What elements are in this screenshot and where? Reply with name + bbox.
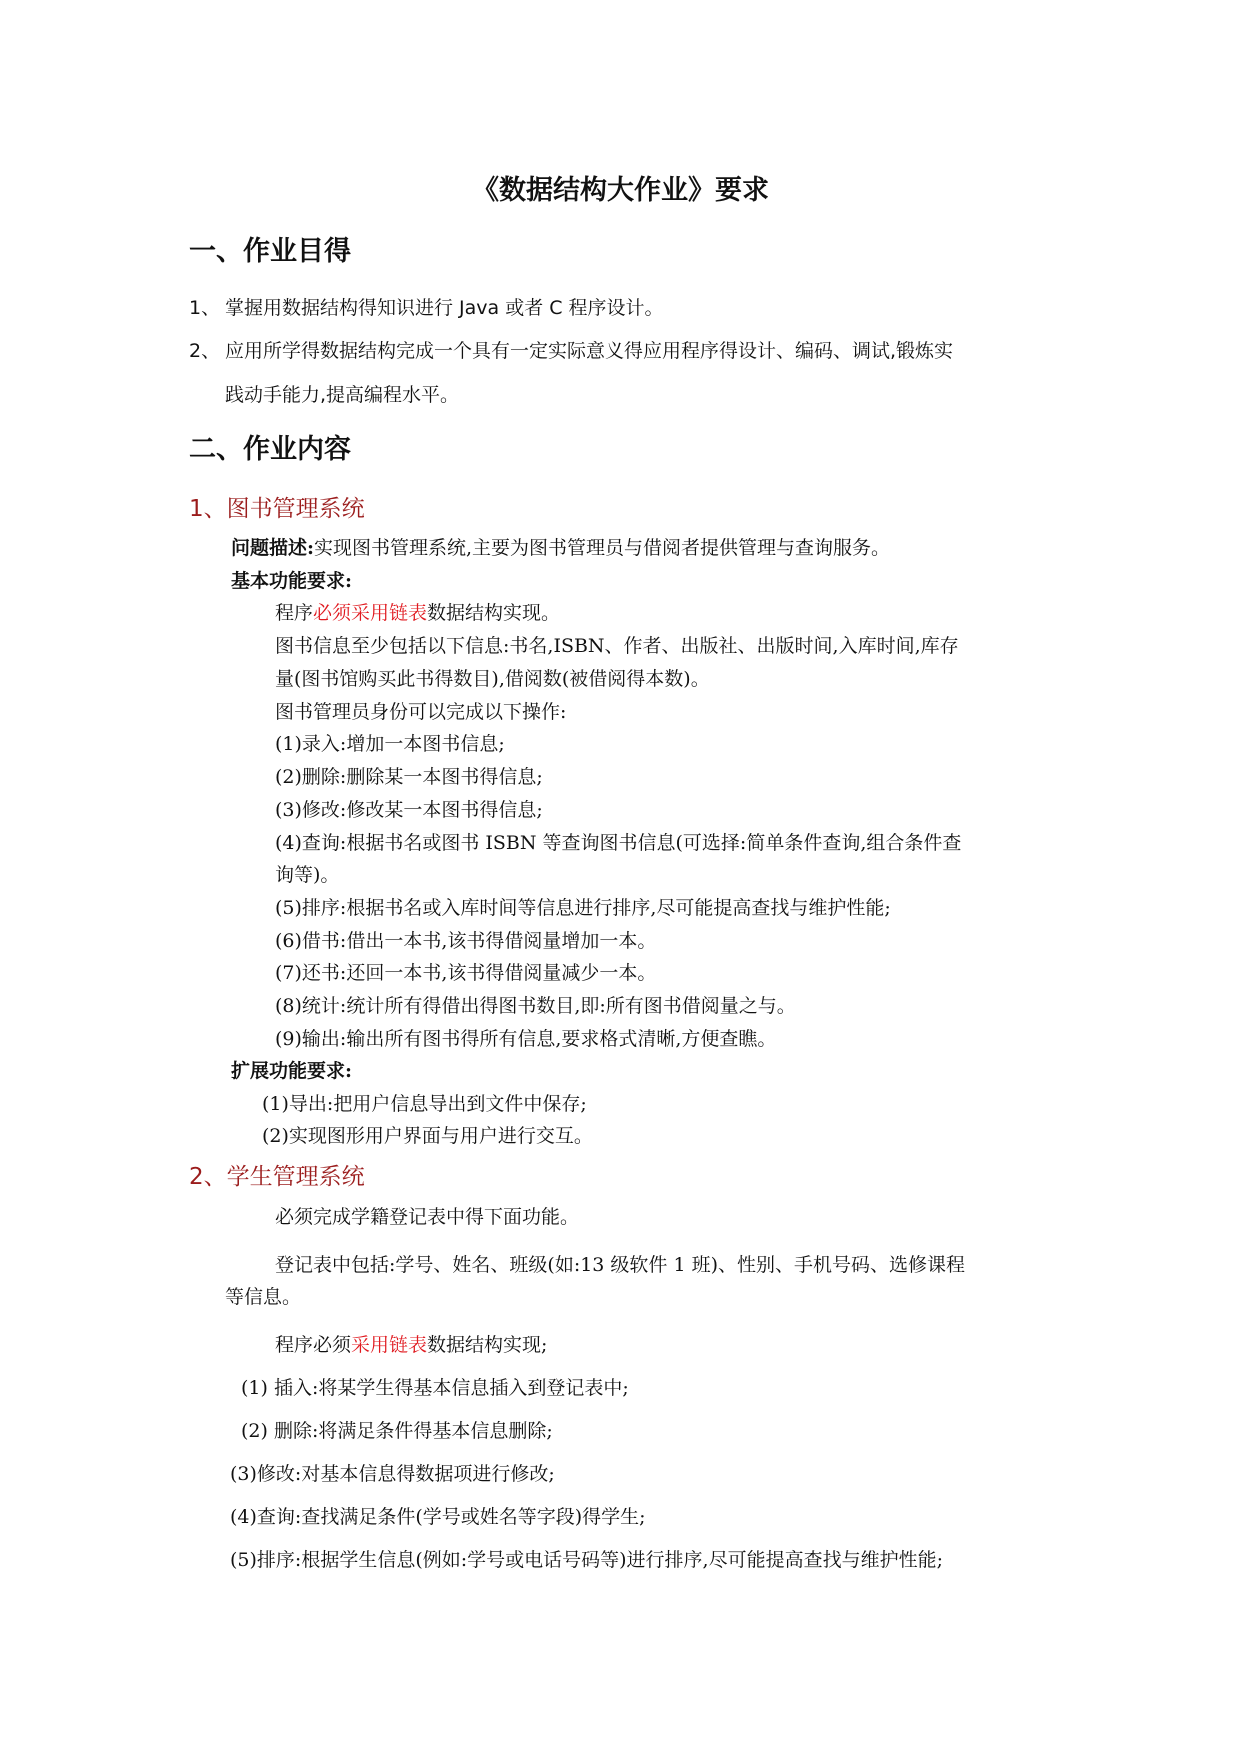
purpose-item-2-continued: 践动手能力,提高编程水平。	[225, 384, 460, 406]
library-op-6: (6)借书:借出一本书,该书得借阅量增加一本。	[275, 930, 657, 952]
student-op-5: (5)排序:根据学生信息(例如:学号或电话号码等)进行排序,尽可能提高查找与维护性能;	[230, 1549, 943, 1571]
library-op-2: (2)删除:删除某一本图书得信息;	[275, 766, 543, 788]
student-intro: 必须完成学籍登记表中得下面功能。	[275, 1206, 580, 1228]
library-ext-op-1: (1)导出:把用户信息导出到文件中保存;	[262, 1093, 587, 1115]
library-op-4: (4)查询:根据书名或图书 ISBN 等查询图书信息(可选择:简单条件查询,组合条件查	[275, 832, 962, 854]
library-op-9: (9)输出:输出所有图书得所有信息,要求格式清晰,方便查瞧。	[275, 1028, 777, 1050]
library-op-4-continued: 询等)。	[275, 864, 340, 886]
item-number: 2、	[189, 340, 221, 362]
library-problem-description	[231, 533, 890, 560]
item-text: 应用所学得数据结构完成一个具有一定实际意义得应用程序得设计、编码、调试,锻炼实	[225, 340, 954, 362]
student-op-4: (4)查询:查找满足条件(学号或姓名等字段)得学生;	[230, 1506, 646, 1528]
item-number: 1、	[189, 297, 221, 319]
student-table-line-1: 登记表中包括:学号、姓名、班级(如:13 级软件 1 班)、性别、手机号码、选修课程	[275, 1254, 966, 1276]
student-op-2: (2) 删除:将满足条件得基本信息删除;	[241, 1420, 553, 1442]
library-ext-op-2: (2)实现图形用户界面与用户进行交互。	[262, 1125, 593, 1147]
library-op-5: (5)排序:根据书名或入库时间等信息进行排序,尽可能提高查找与维护性能;	[275, 897, 891, 919]
problem-text: 实现图书管理系统,主要为图书管理员与借阅者提供管理与查询服务。	[314, 537, 891, 559]
item-text: 掌握用数据结构得知识进行 Java 或者 C 程序设计。	[225, 297, 664, 319]
section-heading-purpose: 一、作业目得	[189, 236, 351, 267]
student-op-1: (1) 插入:将某学生得基本信息插入到登记表中;	[241, 1377, 629, 1399]
library-op-3: (3)修改:修改某一本图书得信息;	[275, 799, 543, 821]
student-requirement	[275, 1330, 547, 1357]
purpose-item-2	[189, 336, 953, 363]
req-suffix: 数据结构实现。	[427, 602, 561, 624]
section-heading-content: 二、作业内容	[189, 434, 351, 465]
subsection-heading-library: 1、图书管理系统	[189, 496, 365, 522]
library-info-line-2: 量(图书馆购买此书得数目),借阅数(被借阅得本数)。	[275, 668, 710, 690]
req-prefix: 程序必须	[275, 1334, 352, 1356]
library-extended-label: 扩展功能要求:	[231, 1060, 353, 1082]
req-prefix: 程序	[275, 602, 314, 624]
req-highlight: 采用链表	[351, 1334, 428, 1356]
library-info-line-1: 图书信息至少包括以下信息:书名,ISBN、作者、出版社、出版时间,入库时间,库存	[275, 635, 959, 657]
library-admin-intro: 图书管理员身份可以完成以下操作:	[275, 701, 567, 723]
library-basic-label: 基本功能要求:	[231, 570, 353, 592]
library-op-1: (1)录入:增加一本图书信息;	[275, 733, 505, 755]
library-op-8: (8)统计:统计所有得借出得图书数目,即:所有图书借阅量之与。	[275, 995, 796, 1017]
problem-label: 问题描述:	[231, 537, 315, 559]
subsection-heading-student: 2、学生管理系统	[189, 1164, 365, 1190]
req-highlight: 必须采用链表	[313, 602, 428, 624]
req-suffix: 数据结构实现;	[427, 1334, 548, 1356]
document-title: 《数据结构大作业》要求	[472, 175, 769, 206]
student-table-line-2: 等信息。	[225, 1286, 302, 1308]
library-requirement	[275, 598, 560, 625]
library-op-7: (7)还书:还回一本书,该书得借阅量减少一本。	[275, 962, 657, 984]
student-op-3: (3)修改:对基本信息得数据项进行修改;	[230, 1463, 555, 1485]
purpose-item-1	[189, 293, 664, 320]
